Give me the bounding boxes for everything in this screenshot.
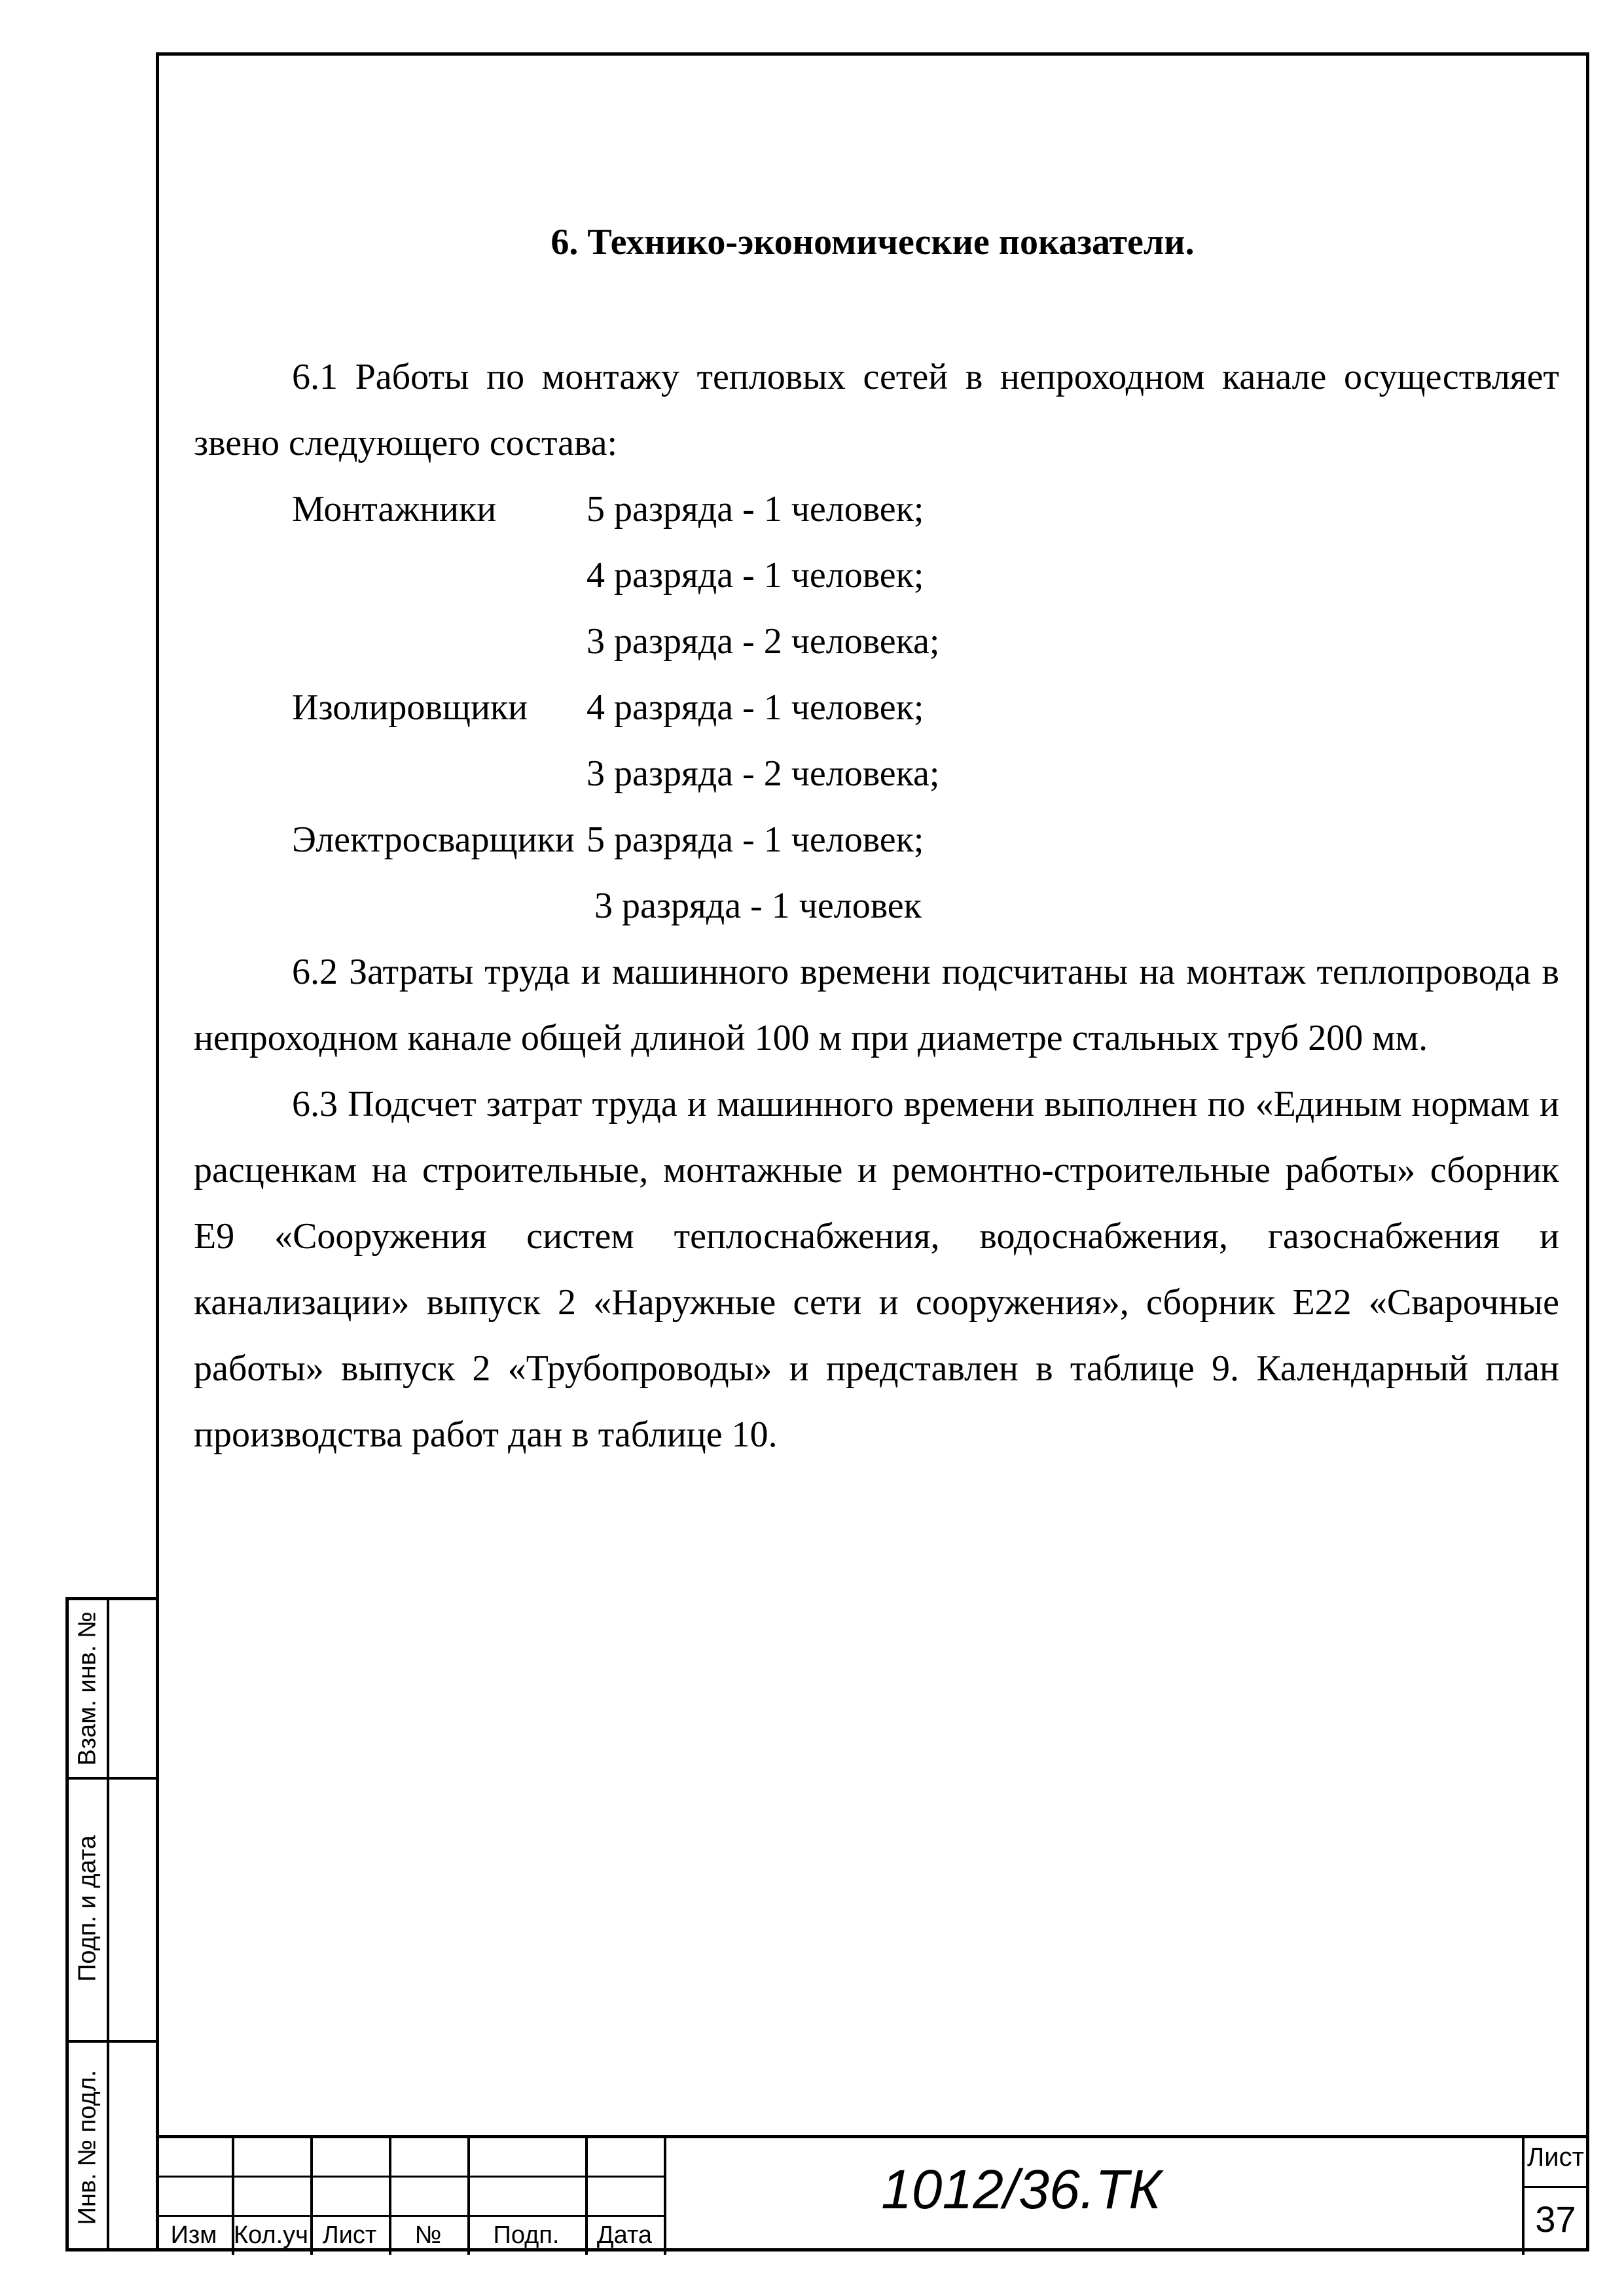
col-podp-label: Подп. [493, 2221, 560, 2249]
crew-role [194, 873, 586, 939]
document-code: 1012/36.ТК [881, 2159, 1161, 2220]
col-kolvo-label: Кол.уч [234, 2221, 308, 2249]
crew-grade: 4 разряда - 1 человек; [586, 555, 924, 596]
crew-grade: 3 разряда - 2 человека; [586, 621, 940, 662]
col-number-label: № [414, 2221, 442, 2249]
document-body [194, 344, 1559, 1468]
col-izm-label: Изм [170, 2221, 217, 2249]
crew-row [194, 476, 1559, 543]
title-block-row-line [1522, 2186, 1589, 2188]
sheet-label: Лист [1527, 2143, 1584, 2172]
col-date-label: Дата [596, 2221, 653, 2249]
section-heading: 6. Технико-экономические показатели. [550, 222, 1195, 262]
crew-role: Монтажники [292, 489, 497, 529]
crew-row [194, 543, 1559, 609]
crew-row [194, 609, 1559, 675]
side-stamp-divider [69, 2040, 159, 2043]
crew-row [194, 873, 1559, 939]
crew-role [194, 543, 586, 609]
side-stamp [65, 1597, 156, 2251]
crew-row [194, 741, 1559, 807]
side-stamp-vzam-label: Взам. инв. № [73, 1611, 101, 1766]
col-list-label: Лист [322, 2221, 377, 2249]
crew-grade: 4 разряда - 1 человек; [586, 687, 924, 728]
sheet-number: 37 [1535, 2198, 1576, 2240]
crew-role [194, 609, 586, 675]
crew-grade: 5 разряда - 1 человек; [586, 819, 924, 860]
side-stamp-podp-label: Подп. и дата [73, 1835, 101, 1982]
crew-grade: 3 разряда - 1 человек [594, 886, 922, 926]
crew-grade: 5 разряда - 1 человек; [586, 489, 924, 529]
crew-list [194, 476, 1559, 939]
paragraph-6-2: 6.2 Затраты труда и машинного времени подсчитаны на монтаж теплопровода в непроходном канале общей длиной 100 м при диаметре стальных труб 200 мм. [194, 952, 1559, 1058]
paragraph-6-1: 6.1 Работы по монтажу тепловых сетей в непроходном канале осуществляет звено следующего состава: [194, 357, 1559, 463]
crew-role: Электросварщики [292, 819, 575, 860]
crew-row [194, 675, 1559, 741]
crew-grade: 3 разряда - 2 человека; [586, 753, 940, 794]
crew-role [194, 741, 586, 807]
side-stamp-divider [69, 1777, 159, 1780]
crew-role: Изолировщики [292, 687, 528, 728]
crew-row [194, 807, 1559, 873]
paragraph-6-3: 6.3 Подсчет затрат труда и машинного времени выполнен по «Единым нормам и расценкам на строительные, монтажные и ремонтно-строительные работы» сборник Е9 «Сооружения систем теплоснабжения, водоснабжения, газоснабжения и канализации» выпуск 2 «Наружные сети и сооружения», сборник Е22 «Сварочные работы» выпуск 2 «Трубопроводы» и представлен в таблице 9. Календарный план производства работ дан в таблице 10. [194, 1084, 1559, 1455]
side-stamp-inv-label: Инв. № подл. [73, 2070, 101, 2225]
